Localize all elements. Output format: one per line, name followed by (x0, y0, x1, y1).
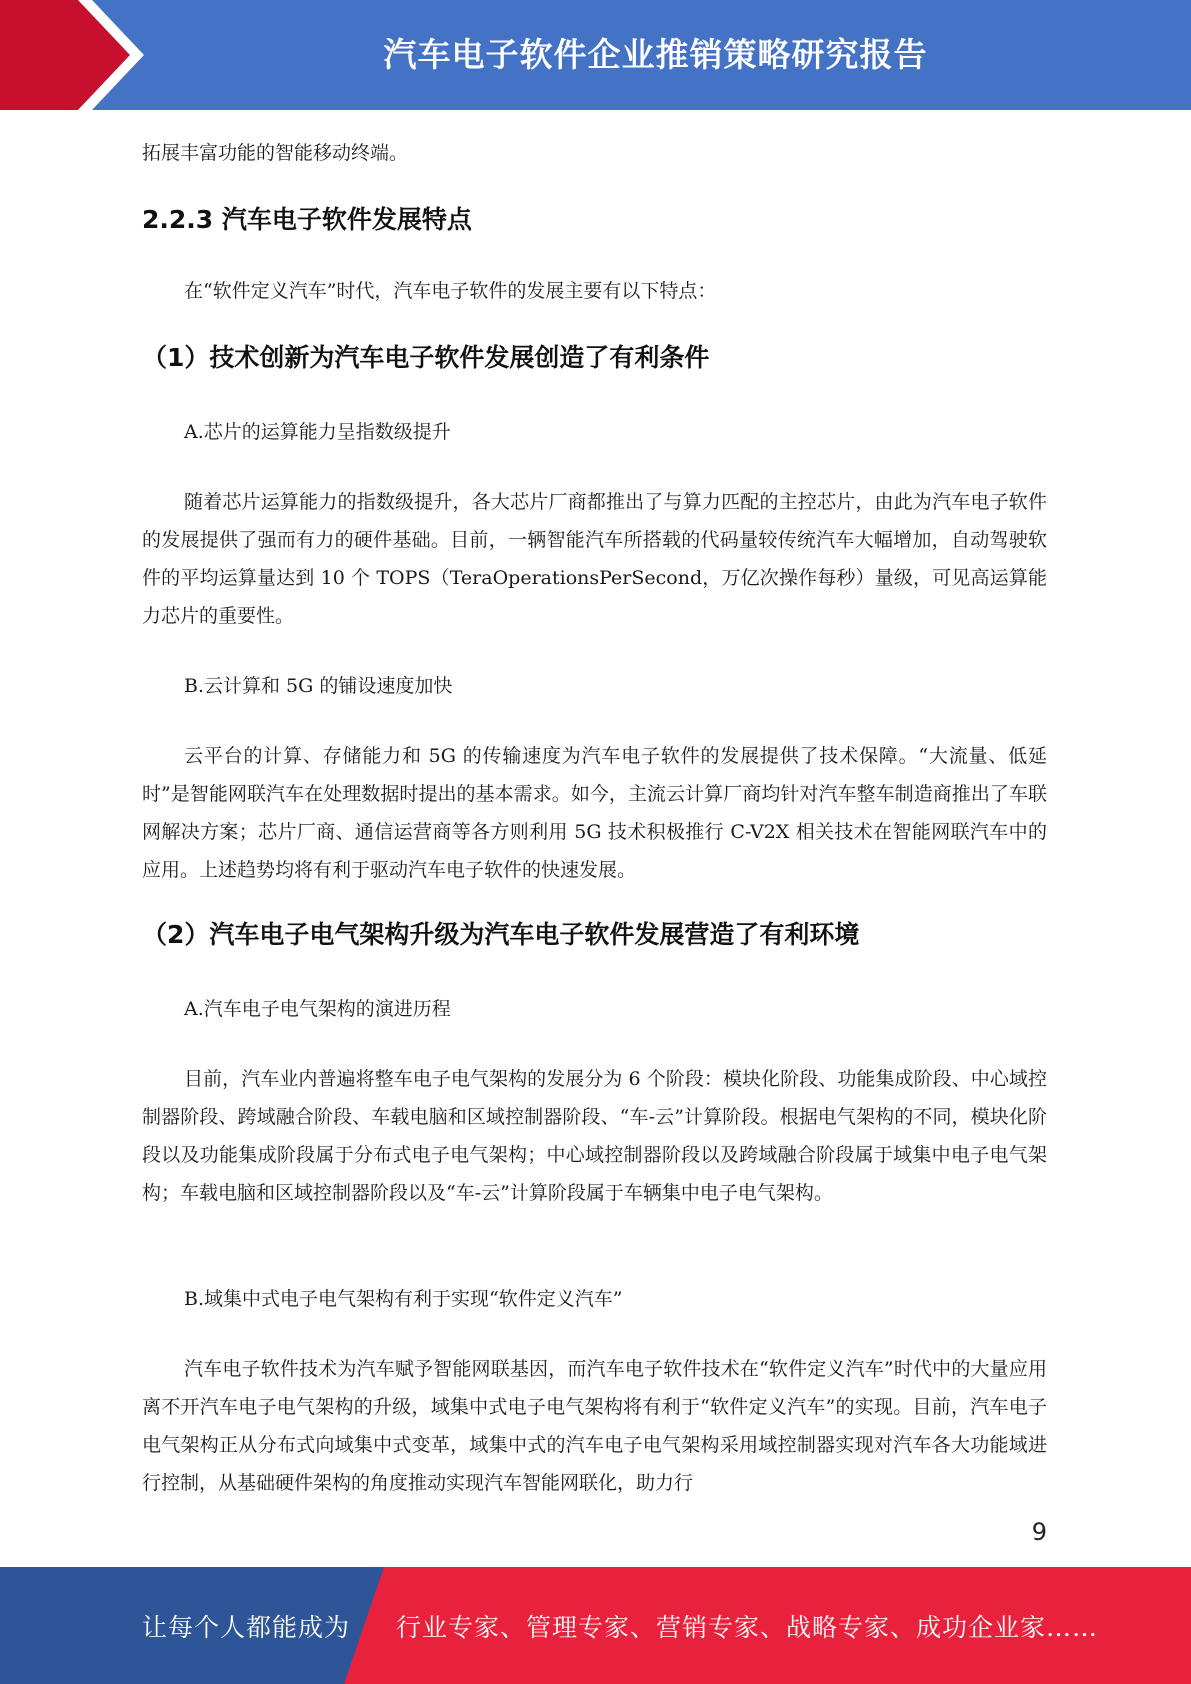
paragraph-2a: 目前，汽车业内普遍将整车电子电气架构的发展分为 6 个阶段：模块化阶段、功能集成阶段、中心域控制器阶段、跨域融合阶段、车载电脑和区域控制器阶段、“车-云”计算阶段。根据电气架构的不同，模块化阶段以及功能集成阶段属于分布式电子电气架构；中心域控制器阶段以及跨域融合阶段属于域集中电子电气架构；车载电脑和区域控制器阶段以及“车-云”计算阶段属于车辆集中电子电气架构。 (142, 1068, 1047, 1204)
paragraph-continuation: 拓展丰富功能的智能移动终端。 (142, 142, 409, 164)
item-heading-2a: A.汽车电子电气架构的演进历程 (184, 998, 451, 1020)
footer-banner (0, 1567, 1191, 1684)
report-title: 汽车电子软件企业推销策略研究报告 (383, 34, 928, 74)
item-heading-2b: B.域集中式电子电气架构有利于实现“软件定义汽车” (184, 1288, 623, 1310)
paragraph-1a: 随着芯片运算能力的指数级提升，各大芯片厂商都推出了与算力匹配的主控芯片，由此为汽车电子软件的发展提供了强而有力的硬件基础。目前，一辆智能汽车所搭载的代码量较传统汽车大幅增加，自动驾驶软件的平均运算量达到 10 个 TOPS（TeraOperationsPerSecond，万亿次操作每秒）量级，可见高运算能力芯片的重要性。 (142, 491, 1047, 627)
page-number: 9 (1031, 1518, 1047, 1546)
footer-slogan-right: 行业专家、管理专家、营销专家、战略专家、成功企业家…… (396, 1612, 1099, 1642)
paragraph-1b: 云平台的计算、存储能力和 5G 的传输速度为汽车电子软件的发展提供了技术保障。“大流量、低延时”是智能网联汽车在处理数据时提出的基本需求。如今，主流云计算厂商均针对汽车整车制造商推出了车联网解决方案；芯片厂商、通信运营商等各方则利用 5G 技术积极推行 C-V2X 相关技术在智能网联汽车中的应用。上述趋势均将有利于驱动汽车电子软件的快速发展。 (142, 745, 1047, 881)
subsection-heading-2: （2）汽车电子电气架构升级为汽车电子软件发展营造了有利环境 (142, 920, 860, 949)
paragraph-2b: 汽车电子软件技术为汽车赋予智能网联基因，而汽车电子软件技术在“软件定义汽车”时代中的大量应用离不开汽车电子电气架构的升级，域集中式电子电气架构将有利于“软件定义汽车”的实现。目前，汽车电子电气架构正从分布式向域集中式变革，域集中式的汽车电子电气架构采用域控制器实现对汽车各大功能域进行控制，从基础硬件架构的角度推动实现汽车智能网联化，助力行 (142, 1358, 1047, 1494)
item-heading-1a: A.芯片的运算能力呈指数级提升 (184, 421, 451, 443)
section-heading: 2.2.3 汽车电子软件发展特点 (142, 205, 472, 234)
header-banner (0, 0, 1191, 110)
subsection-heading-1: （1）技术创新为汽车电子软件发展创造了有利条件 (142, 343, 710, 372)
paragraph-intro: 在“软件定义汽车”时代，汽车电子软件的发展主要有以下特点： (184, 280, 717, 302)
footer-slogan-left: 让每个人都能成为 (142, 1612, 351, 1642)
item-heading-1b: B.云计算和 5G 的铺设速度加快 (184, 675, 453, 697)
